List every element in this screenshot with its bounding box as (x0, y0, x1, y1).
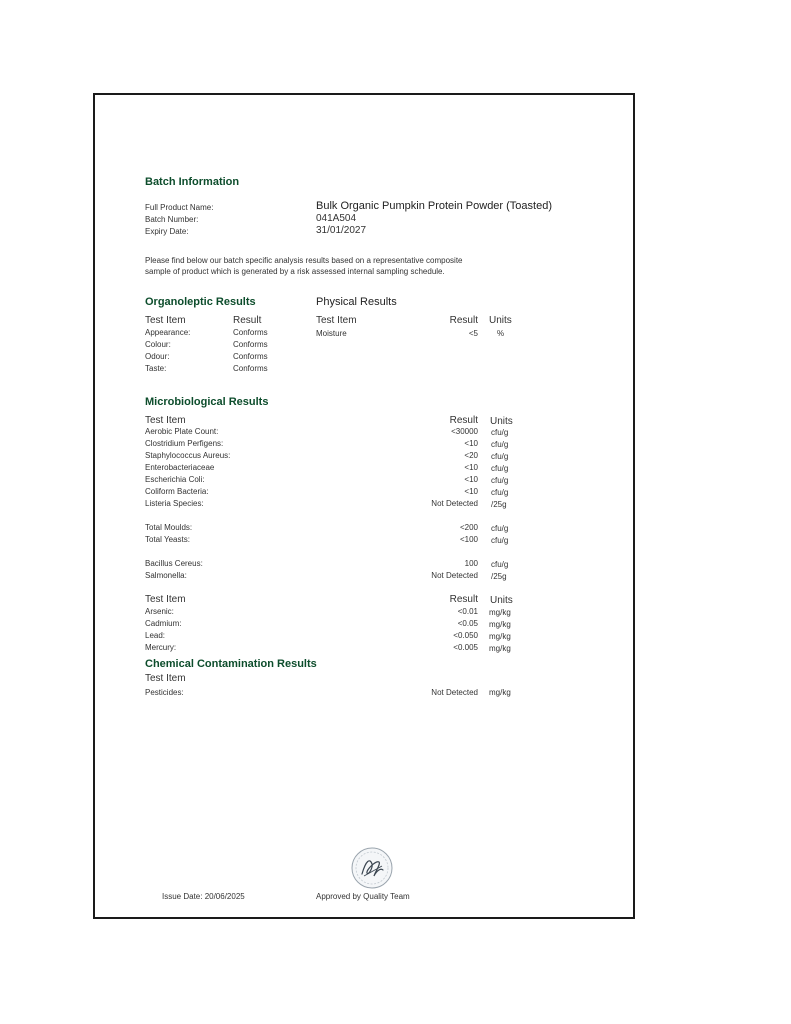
micro-group3-items (145, 558, 203, 582)
signature-seal-icon (350, 846, 394, 890)
issue-date: Issue Date: 20/06/2025 (162, 892, 245, 901)
table-row: Mercury: (145, 643, 177, 652)
table-row: Escherichia Coli: (145, 475, 205, 484)
expiry-date: 31/01/2027 (316, 225, 367, 236)
metals-results (400, 606, 478, 654)
approved-by: Approved by Quality Team (316, 892, 410, 901)
table-cell: cfu/g (491, 560, 509, 569)
physical-col-units: Units (489, 315, 512, 326)
label-expiry-date: Expiry Date: (145, 227, 189, 236)
micro-group3-units (491, 559, 508, 583)
batch-heading: Batch Information (145, 176, 240, 188)
table-row: Appearance: (145, 328, 191, 337)
metals-units (489, 607, 511, 655)
table-cell: /25g (491, 572, 507, 581)
table-cell: mg/kg (489, 644, 511, 653)
table-cell: cfu/g (491, 488, 509, 497)
micro-col-result: Result (449, 415, 478, 426)
label-batch-number: Batch Number: (145, 215, 199, 224)
table-cell: Conforms (233, 352, 268, 361)
micro-group1-results (400, 426, 478, 510)
organoleptic-col-result: Result (233, 315, 262, 326)
micro-group3-results (400, 558, 478, 582)
table-row: Clostridium Perfigens: (145, 439, 224, 448)
metals-col-result: Result (449, 594, 478, 605)
table-cell: cfu/g (491, 464, 509, 473)
micro-group1-units (491, 427, 508, 511)
micro-group2-results (400, 522, 478, 546)
table-cell: mg/kg (489, 608, 511, 617)
table-cell: <0.005 (453, 643, 478, 652)
table-cell: mg/kg (489, 620, 511, 629)
table-cell: <10 (464, 487, 478, 496)
batch-labels (145, 202, 213, 238)
metals-items (145, 606, 181, 654)
table-cell: Not Detected (431, 571, 478, 580)
table-cell: <20 (464, 451, 478, 460)
table-row: Lead: (145, 631, 166, 640)
table-cell: cfu/g (491, 428, 509, 437)
intro-line-1: Please find below our batch specific analysis results based on a representative composite (145, 256, 463, 265)
table-row: Listeria Species: (145, 499, 204, 508)
table-row: Total Moulds: (145, 523, 193, 532)
chemical-heading: Chemical Contamination Results (145, 658, 317, 670)
label-product-name: Full Product Name: (145, 203, 214, 212)
table-cell: /25g (491, 500, 507, 509)
table-cell: cfu/g (491, 536, 509, 545)
table-row: Coliform Bacteria: (145, 487, 209, 496)
table-cell: Conforms (233, 340, 268, 349)
physical-item: Moisture (316, 329, 347, 338)
table-cell: <0.050 (453, 631, 478, 640)
organoleptic-items (145, 327, 190, 375)
physical-col-result: Result (449, 315, 478, 326)
organoleptic-heading: Organoleptic Results (145, 296, 256, 308)
micro-heading: Microbiological Results (145, 396, 269, 408)
micro-col-item: Test Item (145, 415, 186, 426)
batch-number: 041A504 (316, 213, 357, 224)
table-cell: cfu/g (491, 440, 509, 449)
organoleptic-col-item: Test Item (145, 315, 186, 326)
micro-group2-units (491, 523, 508, 547)
table-row: Staphylococcus Aureus: (145, 451, 231, 460)
table-cell: <200 (459, 523, 478, 532)
table-row: Cadmium: (145, 619, 182, 628)
micro-group2-items (145, 522, 192, 546)
table-cell: Conforms (233, 364, 268, 373)
organoleptic-results (233, 327, 268, 375)
chemical-result: Not Detected (431, 688, 478, 697)
chemical-col-item: Test Item (145, 673, 186, 684)
micro-group1-items (145, 426, 230, 510)
table-row: Arsenic: (145, 607, 174, 616)
physical-units: % (497, 329, 505, 338)
metals-col-item: Test Item (145, 594, 186, 605)
table-row: Enterobacteriaceae (145, 463, 215, 472)
intro-line-2: sample of product which is generated by a risk assessed internal sampling schedule. (145, 267, 445, 276)
table-cell: cfu/g (491, 476, 509, 485)
table-cell: <0.05 (457, 619, 478, 628)
table-row: Odour: (145, 352, 170, 361)
table-row: Bacillus Cereus: (145, 559, 203, 568)
physical-result: <5 (468, 329, 478, 338)
table-cell: <30000 (451, 427, 478, 436)
physical-col-item: Test Item (316, 315, 357, 326)
table-cell: <10 (464, 463, 478, 472)
metals-col-units: Units (490, 595, 513, 606)
table-cell: <10 (464, 475, 478, 484)
product-name: Bulk Organic Pumpkin Protein Powder (Toasted) (316, 200, 552, 212)
table-row: Aerobic Plate Count: (145, 427, 219, 436)
table-cell: 100 (464, 559, 478, 568)
table-cell: mg/kg (489, 632, 511, 641)
table-row: Total Yeasts: (145, 535, 190, 544)
table-row: Taste: (145, 364, 167, 373)
table-cell: Conforms (233, 328, 268, 337)
table-cell: Not Detected (431, 499, 478, 508)
physical-heading: Physical Results (316, 296, 397, 308)
table-row: Colour: (145, 340, 171, 349)
table-cell: cfu/g (491, 452, 509, 461)
chemical-item: Pesticides: (145, 688, 184, 697)
chemical-units: mg/kg (489, 688, 511, 697)
table-cell: <0.01 (457, 607, 478, 616)
table-cell: cfu/g (491, 524, 509, 533)
table-row: Salmonella: (145, 571, 187, 580)
micro-col-units: Units (490, 416, 513, 427)
table-cell: <10 (464, 439, 478, 448)
table-cell: <100 (459, 535, 478, 544)
